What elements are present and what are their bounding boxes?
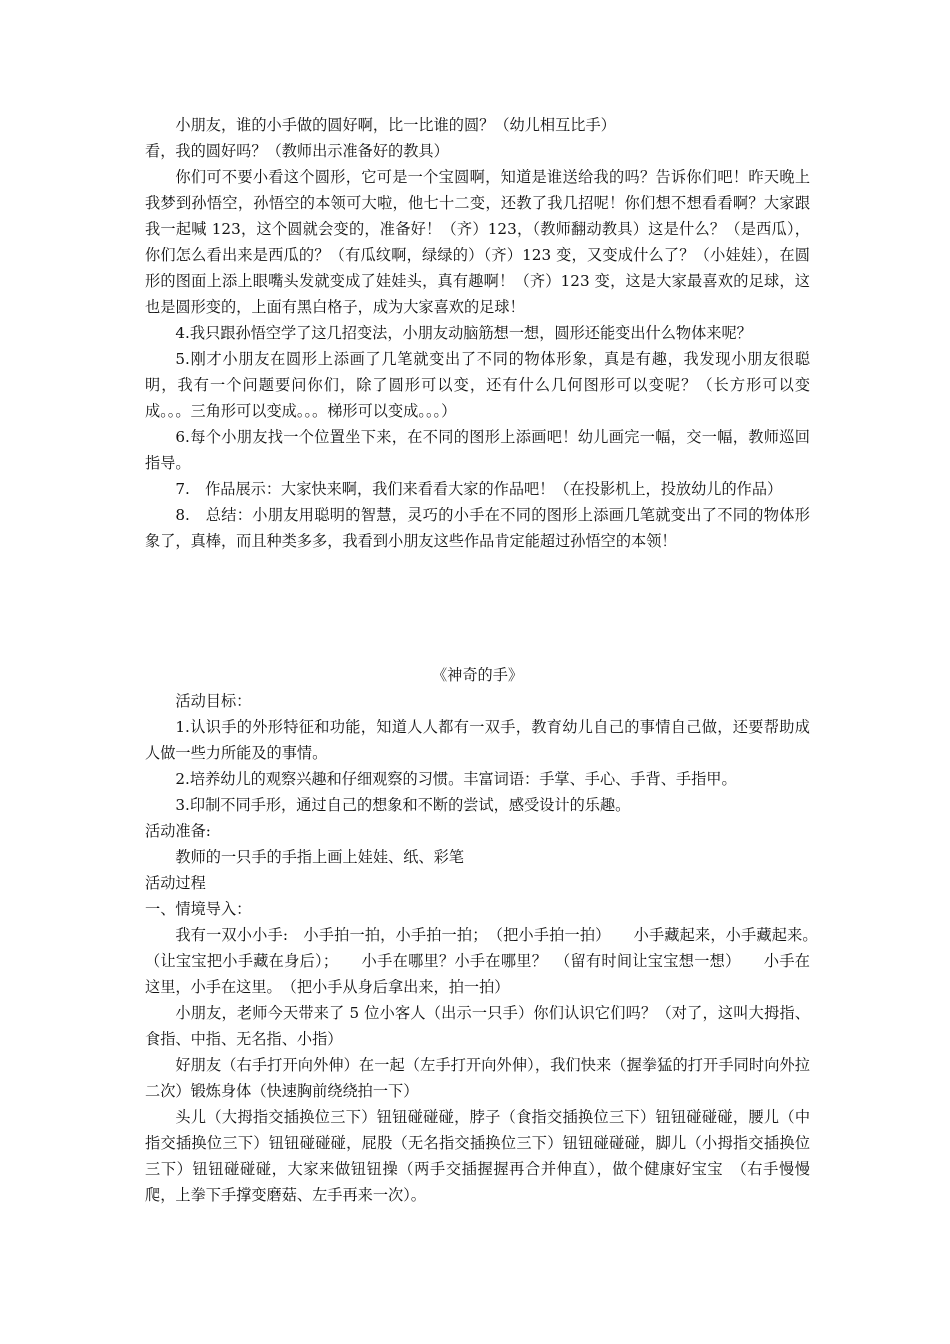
process-heading: 活动过程	[145, 874, 206, 892]
step-heading: 一、情境导入：	[145, 900, 252, 918]
paragraph: 我有一双小小手: 小手拍一拍，小手拍一拍； （把小手拍一拍） 小手藏起来，小手藏起来。 （让宝宝把小手藏在身后）； 小手在哪里？小手在哪里？ （留有时间让宝宝想一想） 小手在这里，小手在这里。 （把小手从身后拿出来，拍一拍）	[145, 926, 826, 996]
list-item-4: 4.我只跟孙悟空学了这几招变法，小朋友动脑筋想一想，圆形还能变出什么物体来呢？	[175, 324, 752, 342]
goals-heading: 活动目标：	[175, 692, 252, 710]
preparation-heading: 活动准备:	[145, 822, 211, 840]
paragraph: 你们可不要小看这个圆形，它可是一个宝圆啊，知道是谁送给我的吗？告诉你们吧！昨天晚上我梦到孙悟空，孙悟空的本领可大啦，他七十二变，还教了我几招呢！你们想不想看看啊？大家跟我一起喊 123，这个圆就会变的，准备好！（齐）123，（教师翻动教具）这是什么？（是西瓜），你们怎么看出来是西瓜的？（有瓜纹啊，绿绿的）（齐）123 变，又变成什么了？（小娃娃），在圆形的图面上添上眼嘴头发就变成了娃娃头，真有趣啊！（齐）123 变，这是大家最喜欢的足球，这也是圆形变的，上面有黑白格子，成为大家喜欢的足球！	[145, 168, 810, 316]
paragraph: 看，我的圆好吗？（教师出示准备好的教具）	[145, 142, 449, 160]
list-item-7: 7. 作品展示：大家快来啊，我们来看看大家的作品吧！（在投影机上，投放幼儿的作品）	[175, 480, 783, 498]
section-spacer	[145, 554, 810, 662]
paragraph: 头儿（大拇指交插换位三下）钮钮碰碰碰，脖子（食指交插换位三下）钮钮碰碰碰，腰儿（中指交插换位三下）钮钮碰碰碰，屁股（无名指交插换位三下）钮钮碰碰碰，脚儿（小拇指交插换位三下）钮钮碰碰碰，大家来做钮钮操（两手交插握握再合并伸直），做个健康好宝宝 （右手慢慢爬，上拳下手撑变磨菇、左手再来一次）。	[145, 1108, 810, 1204]
goal-item-2: 2.培养幼儿的观察兴趣和仔细观察的习惯。丰富词语：手掌、手心、手背、手指甲。	[175, 770, 737, 788]
goal-item-1: 1.认识手的外形特征和功能，知道人人都有一双手，教育幼儿自己的事情自己做，还要帮助成人做一些力所能及的事情。	[145, 718, 810, 762]
paragraph: 好朋友（右手打开向外伸）在一起（左手打开向外伸），我们快来（握拳猛的打开手同时向外拉二次）锻炼身体（快速胸前绕绕拍一下）	[145, 1056, 810, 1100]
document-page	[145, 112, 826, 1208]
goal-item-3: 3.印制不同手形，通过自己的想象和不断的尝试，感受设计的乐趣。	[175, 796, 631, 814]
section-title: 《神奇的手》	[431, 666, 524, 684]
list-item-5: 5.刚才小朋友在圆形上添画了几笔就变出了不同的物体形象，真是有趣，我发现小朋友很聪明，我有一个问题要问你们，除了圆形可以变，还有什么几何图形可以变呢？（长方形可以变成。。。三角形可以变成。。。梯形可以变成。。。）	[145, 350, 810, 420]
list-item-8: 8. 总结：小朋友用聪明的智慧，灵巧的小手在不同的图形上添画几笔就变出了不同的物体形象了，真棒，而且种类多多，我看到小朋友这些作品肯定能超过孙悟空的本领！	[145, 506, 810, 550]
paragraph: 小朋友，老师今天带来了 5 位小客人（出示一只手）你们认识它们吗？（对了，这叫大拇指、食指、中指、无名指、小指）	[145, 1004, 810, 1048]
paragraph: 小朋友，谁的小手做的圆好啊，比一比谁的圆？（幼儿相互比手）	[175, 116, 616, 134]
preparation-text: 教师的一只手的手指上画上娃娃、纸、彩笔	[175, 848, 464, 866]
list-item-6: 6.每个小朋友找一个位置坐下来，在不同的图形上添画吧！幼儿画完一幅，交一幅，教师巡回指导。	[145, 428, 810, 472]
